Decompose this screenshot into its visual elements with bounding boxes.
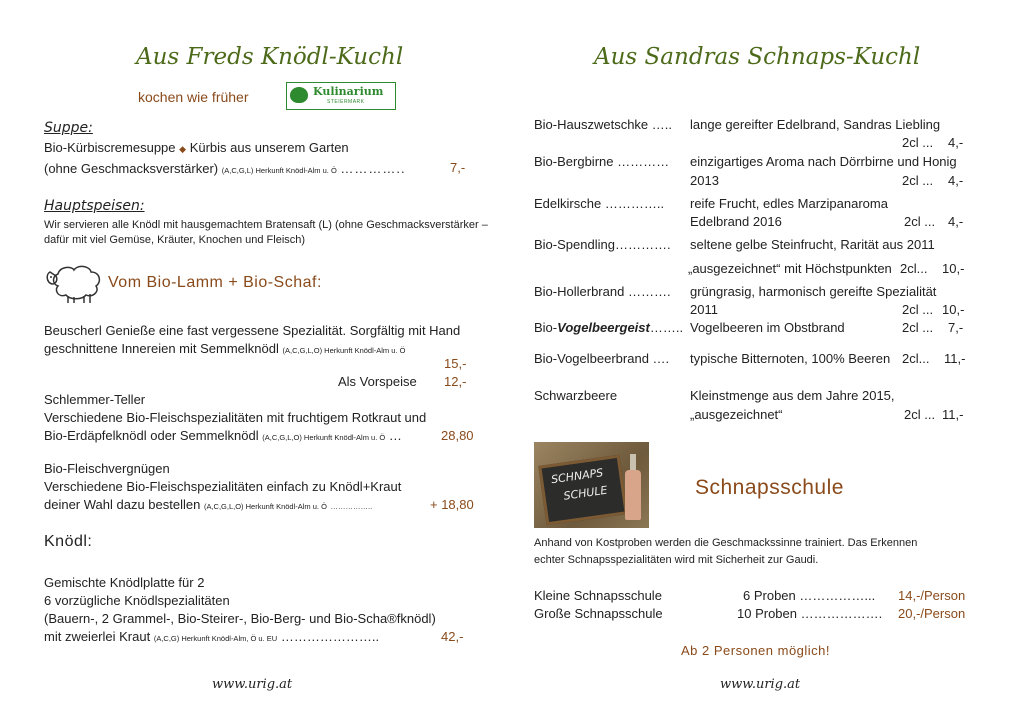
hauptspeisen-heading: Hauptspeisen: <box>44 198 145 214</box>
beuscherl-line1: Beuscherl Genieße eine fast vergessene Spezialität. Sorgfältig mit Hand <box>44 323 461 338</box>
fleisch-desc1: Verschiedene Bio-Fleischspezialitäten einfach zu Knödl+Kraut <box>44 479 402 494</box>
haupt-text2: dafür mit viel Gemüse, Kräuter, Knochen und Fleisch) <box>44 234 306 246</box>
right-title: Aus Sandras Schnaps-Kuchl <box>594 44 921 70</box>
haupt-text1: Wir servieren alle Knödl mit hausgemachtem Bratensaft (L) (ohne Geschmacksverstärker – <box>44 219 488 231</box>
fleisch-line2: deiner Wahl dazu bestellen (A,C,G,L,O) Herkunft Knödl-Alm u. Ö …………….. <box>44 497 373 512</box>
suppe-heading: Suppe: <box>44 120 93 136</box>
heart-icon <box>290 87 308 103</box>
platte-name: Gemischte Knödlplatte für 2 <box>44 575 205 590</box>
schnaps-item-2: Edelkirsche ………….. <box>534 196 665 211</box>
schule-note: Ab 2 Personen möglich! <box>681 643 831 658</box>
lamm-heading: Vom Bio-Lamm + Bio-Schaf: <box>108 274 322 291</box>
left-subtitle: kochen wie früher <box>138 89 249 105</box>
grosse-proben: 10 Proben ………………. <box>737 606 883 621</box>
kleine-price: 14,-/Person <box>898 588 966 603</box>
platte-desc1: 6 vorzügliche Knödlspezialitäten <box>44 593 230 608</box>
platte-line3: mit zweierlei Kraut (A,C,G) Herkunft Knödl-Alm, Ö u. EU ………………….. <box>44 629 380 644</box>
kleine-name: Kleine Schnapsschule <box>534 588 662 603</box>
schnaps-item-1: Bio-Bergbirne ………… <box>534 154 670 169</box>
schlemmer-name: Schlemmer-Teller <box>44 392 146 407</box>
schule-text2: echter Schnapsspezialitäten wird mit Sicherheit zur Gaudi. <box>534 554 819 566</box>
schule-text1: Anhand von Kostproben werden die Geschmackssinne trainiert. Das Erkennen <box>534 537 918 549</box>
platte-price: 42,- <box>441 629 464 644</box>
vorspeise-price: 12,- <box>444 374 467 389</box>
right-footer[interactable]: www.urig.at <box>720 677 801 692</box>
logo-text: Kulinarium <box>313 85 384 98</box>
schnaps-item-6: Bio-Vogelbeerbrand …. <box>534 351 670 366</box>
schnaps-item-0: Bio-Hauszwetschke ….. <box>534 117 673 132</box>
fleisch-price: + 18,80 <box>430 497 474 512</box>
suppe-line1: Bio-Kürbiscremesuppe ◆ Kürbis aus unserem Garten <box>44 140 349 155</box>
schnaps-item-3: Bio-Spendling…………. <box>534 237 671 252</box>
schnaps-item-7: Schwarzbeere <box>534 388 618 403</box>
beuscherl-price: 15,- <box>444 356 467 371</box>
chalkboard-image <box>534 442 649 528</box>
knoedl-heading: Knödl: <box>44 533 93 550</box>
suppe-line2: (ohne Geschmacksverstärker) (A,C,G,L) Herkunft Knödl-Alm u. Ö ………….. <box>44 161 406 176</box>
vorspeise-label: Als Vorspeise <box>338 374 417 389</box>
sheep-icon <box>44 262 104 304</box>
chalkboard: SCHNAPS SCHULE <box>538 455 628 526</box>
schnaps-item-4: Bio-Hollerbrand ………. <box>534 284 671 299</box>
fleisch-name: Bio-Fleischvergnügen <box>44 461 170 476</box>
schlemmer-price: 28,80 <box>441 428 474 443</box>
grosse-price: 20,-/Person <box>898 606 966 621</box>
platte-desc2: (Bauern-, 2 Grammel-, Bio-Steirer-, Bio-Berg- und Bio-Scha®fknödl) <box>44 611 436 626</box>
left-footer[interactable]: www.urig.at <box>212 677 293 692</box>
left-title: Aus Freds Knödl-Kuchl <box>136 44 404 70</box>
beuscherl-line2: geschnittene Innereien mit Semmelknödl (A,C,G,L,O) Herkunft Knödl-Alm u. Ö <box>44 341 406 356</box>
schlemmer-desc1: Verschiedene Bio-Fleischspezialitäten mit fruchtigem Rotkraut und <box>44 410 427 425</box>
schnaps-item-5: Bio-Vogelbeergeist…….. <box>534 320 684 335</box>
kleine-proben: 6 Proben ……………... <box>743 588 876 603</box>
logo-sub: STEIERMARK <box>327 99 365 105</box>
schule-heading: Schnapsschule <box>695 476 844 499</box>
bottle <box>624 454 642 520</box>
grosse-name: Große Schnapsschule <box>534 606 663 621</box>
schlemmer-line2: Bio-Erdäpfelknödl oder Semmelknödl (A,C,G,L,O) Herkunft Knödl-Alm u. Ö … <box>44 428 402 443</box>
suppe-price: 7,- <box>450 160 466 175</box>
diamond-icon: ◆ <box>179 144 187 154</box>
kulinarium-logo <box>286 82 396 110</box>
